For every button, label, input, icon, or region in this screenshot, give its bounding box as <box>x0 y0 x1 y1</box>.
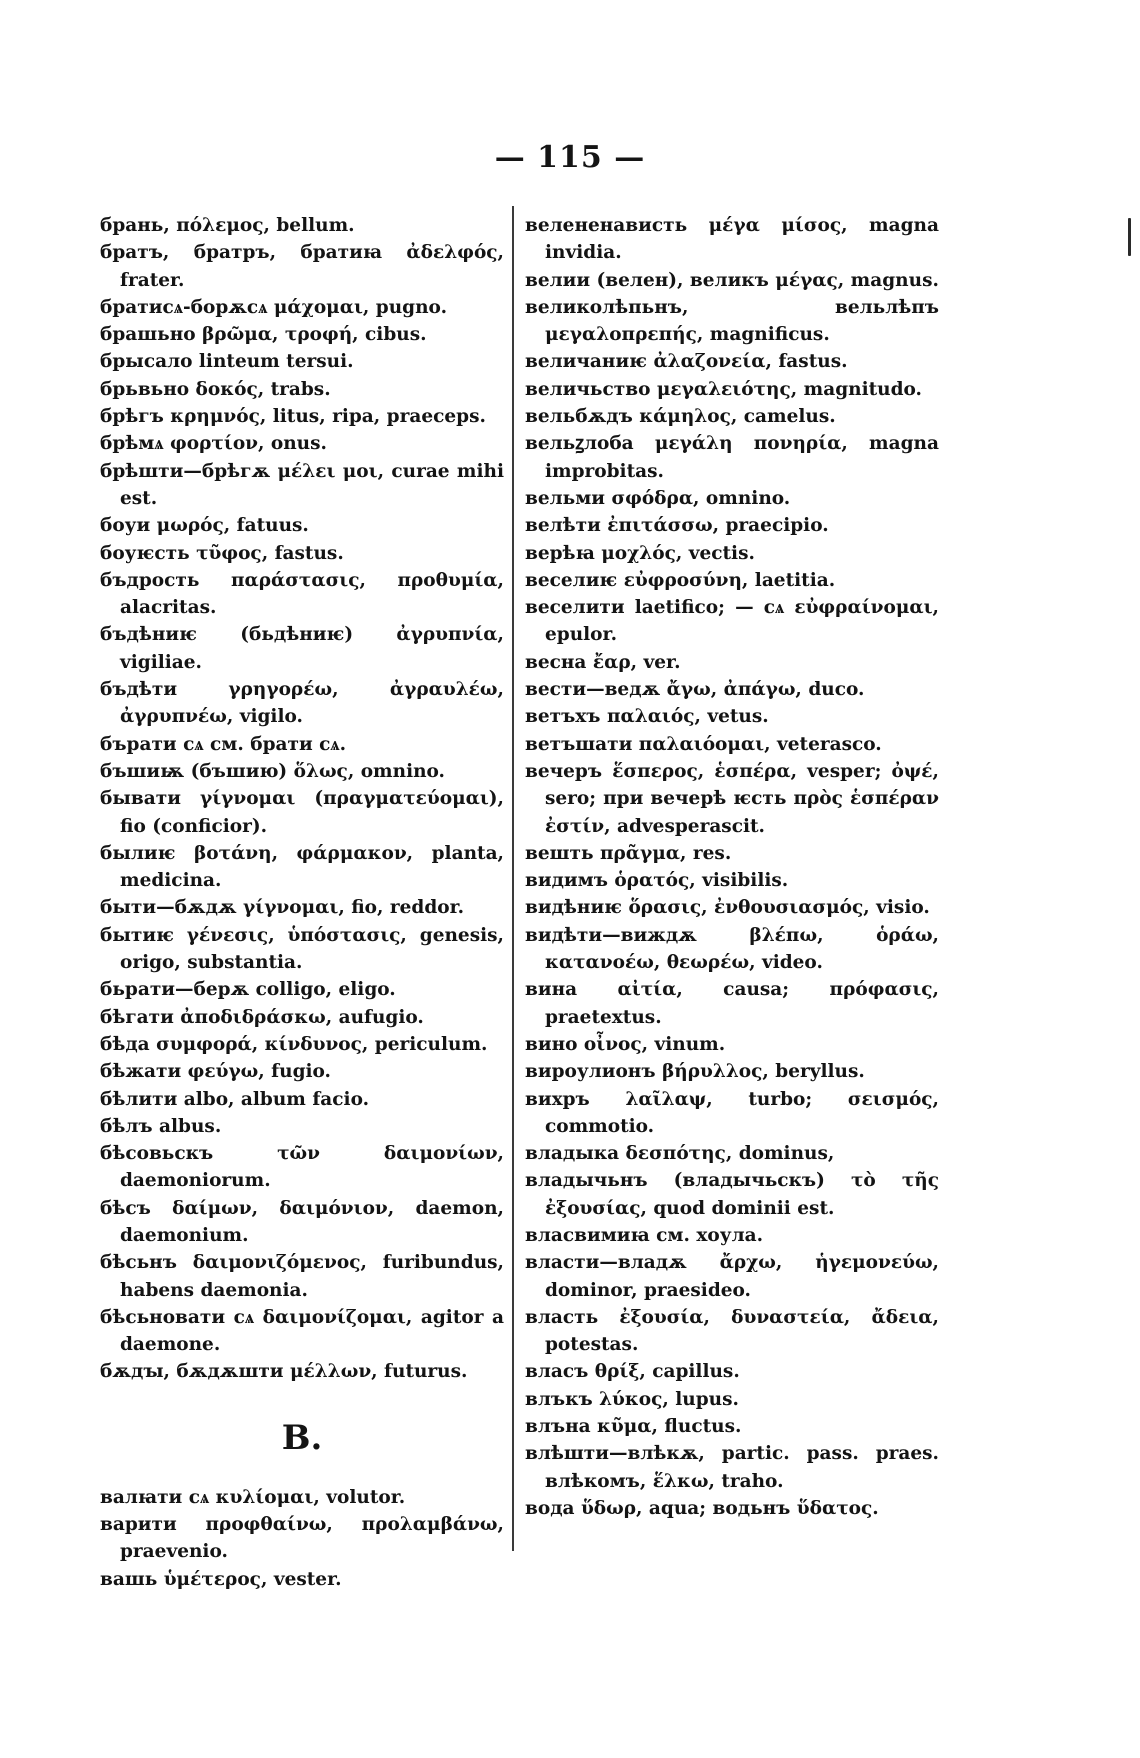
dictionary-entry: бытиѥ γένεσις, ὑπόστασις, genesis, origo, substantia. <box>100 924 504 974</box>
dictionary-entry: валꙗти сѧ κυλίομαι, volutor. <box>100 1486 406 1508</box>
dictionary-entry: веселиѥ εὐφροσύνη, laetitia. <box>525 569 836 591</box>
dictionary-entry: величаниѥ ἀλαζονεία, fastus. <box>525 351 848 373</box>
dictionary-entry: варити προφθαίνω, προλαμβάνω, praevenio. <box>100 1514 504 1563</box>
dictionary-entry: видѣниѥ ὅρασις, ἐνθουσιασμός, visio. <box>525 897 930 919</box>
dictionary-entry: бърати сѧ см. брати сѧ. <box>100 733 347 755</box>
dictionary-entry: бъдѣниѥ (бьдѣниѥ) ἀγρυπνία, vigiliae. <box>100 624 504 673</box>
dictionary-entry: бѣлъ albus. <box>100 1115 222 1137</box>
dictionary-entry: брысало linteum tersui. <box>100 351 354 373</box>
dictionary-entry: влѣшти—влѣкѫ, partic. pass. praes. влѣкомъ, ἕλκω, traho. <box>525 1443 939 1492</box>
dictionary-entry: бѣгати ἀποδιδράσκω, aufugio. <box>100 1006 424 1028</box>
dictionary-entry: весна ἔαρ, ver. <box>525 651 681 673</box>
dictionary-entry: велененависть μέγα μίσος, magna invidia. <box>525 215 939 264</box>
dictionary-entry: бѣда συμφορά, κίνδυνος, periculum. <box>100 1033 488 1055</box>
dictionary-entry: вечеръ ἕσπερος, ἑσπέρα, vesper; ὀψέ, sero; при вечерѣ ѥсть πρὸς ἑσπέραν ἐστίν, advesperascit. <box>525 760 939 837</box>
dictionary-entry: брань, πόλεμος, bellum. <box>100 215 355 236</box>
dictionary-entry: власъ θρίξ, capillus. <box>525 1361 740 1383</box>
column-divider <box>512 206 514 1551</box>
dictionary-entry: бъдѣти γρηγορέω, ἀγραυλέω, ἀγρυπνέω, vigilo. <box>100 679 504 728</box>
dictionary-entry: власть ἐξουσία, δυναστεία, ἄδεια, potestas. <box>525 1306 939 1356</box>
dictionary-entry: вашь ὑμέτερος, vester. <box>100 1568 342 1590</box>
dictionary-entry: верѣꙗ μοχλός, vectis. <box>525 542 755 564</box>
dictionary-entry: влъкъ λύκος, lupus. <box>525 1388 739 1410</box>
dictionary-entry: брѣгъ κρημνός, litus, ripa, praeceps. <box>100 406 486 428</box>
dictionary-entry: бьрати—берѫ colligo, eligo. <box>100 979 396 1001</box>
dictionary-entry: бѫдꙑ, бѫдѫшти μέλλων, futurus. <box>100 1361 468 1383</box>
dictionary-entry: бѣлити albo, album facio. <box>100 1088 370 1110</box>
dictionary-entry: бъшиѭ (бъшию) ὅλως, omnino. <box>100 760 445 782</box>
dictionary-entry: владыка δεσπότης, dominus, <box>525 1143 835 1165</box>
scan-edge-mark <box>1128 218 1131 256</box>
dictionary-entry: братисѧ-борѫсѧ μάχομαι, pugno. <box>100 296 448 318</box>
page-number: — 115 — <box>494 140 646 175</box>
dictionary-entry: вельꙁлоба μεγάλη πονηρία, magna improbitas. <box>525 433 939 482</box>
dictionary-entry: бѣсовьскъ τῶν δαιμονίων, daemoniorum. <box>100 1143 504 1192</box>
dictionary-entry: власвимиꙗ см. хоула. <box>525 1224 764 1246</box>
dictionary-entry: велѣти ἐπιτάσσω, praecipio. <box>525 515 829 537</box>
dictionary-entry: вельми σφόδρα, omnino. <box>525 487 791 509</box>
dictionary-entry: видѣти—виждѫ βλέπω, ὁράω, κατανοέω, θεωρέω, video. <box>525 924 939 974</box>
dictionary-entry: влъна κῦμα, fluctus. <box>525 1416 742 1438</box>
dictionary-entry: бѣсъ δαίμων, δαιμόνιον, daemon, daemonium. <box>100 1197 504 1246</box>
dictionary-entry: вести—ведѫ ἄγω, ἀπάγω, duco. <box>525 679 865 701</box>
dictionary-entry: брьвьно δοκός, trabs. <box>100 378 331 400</box>
dictionary-entry: брѣмѧ φορτίον, onus. <box>100 433 327 455</box>
dictionary-entry: велии (велен), великъ μέγας, magnus. <box>525 269 939 291</box>
dictionary-entry: веселити laetifico; — сѧ εὐφραίνομαι, epulor. <box>525 597 939 646</box>
dictionary-entry: брѣшти—брѣгѫ μέλει μοι, curae mihi est. <box>100 460 504 509</box>
dictionary-entry: бѣжати φεύγω, fugio. <box>100 1061 331 1083</box>
dictionary-entry: брашьно βρῶμα, τροφή, cibus. <box>100 324 427 346</box>
dictionary-entry: бъдрость παράστασις, προθυμία, alacritas. <box>100 569 504 619</box>
dictionary-entry: былиѥ βοτάνη, φάρμακον, planta, medicina. <box>100 842 504 892</box>
dictionary-entry: вино οἶνος, vinum. <box>525 1033 726 1055</box>
dictionary-entry: вихръ λαῖλαψ, turbo; σεισμός, commotio. <box>525 1088 939 1137</box>
dictionary-entry: вешть πρᾶγμα, res. <box>525 842 732 864</box>
dictionary-entry: вода ὕδωρ, aqua; водьнъ ὕδατος. <box>525 1497 879 1519</box>
left-entries-before <box>100 212 504 1386</box>
left-entries-after <box>100 1484 504 1593</box>
section-letter-heading: В. <box>281 1417 323 1458</box>
dictionary-entry: бывати γίγνομαι (πραγματεύομαι), fio (conficior). <box>100 788 504 837</box>
dictionary-entry: братъ, братръ, братиꙗ ἀδελφός, frater. <box>100 242 504 291</box>
dictionary-entry: вельбѫдъ κάμηλος, camelus. <box>525 406 836 428</box>
dictionary-entry: великолѣпьнъ, вельлѣпъ μεγαλοπρεπής, magnificus. <box>525 296 939 346</box>
dictionary-entry: величьство μεγαλειότης, magnitudo. <box>525 378 923 400</box>
dictionary-entry: бѣсьнъ δαιμονιζόμενος, furibundus, habens daemonia. <box>100 1252 504 1301</box>
dictionary-entry: ветъшати παλαιόομαι, veterasco. <box>525 733 882 755</box>
dictionary-entry: власти—владѫ ἄρχω, ἡγεμονεύω, dominor, praesideo. <box>525 1252 939 1301</box>
dictionary-entry: вироулионъ βήρυλλος, beryllus. <box>525 1061 865 1083</box>
dictionary-entry: владычьнъ (владычьскъ) τὸ τῆς ἐξουσίας, quod dominii est. <box>525 1170 939 1219</box>
dictionary-entry: вина αἰτία, causa; πρόφασις, praetextus. <box>525 979 939 1028</box>
dictionary-entry: ветъхъ παλαιός, vetus. <box>525 706 769 728</box>
dictionary-entry: бѣсьновати сѧ δαιμονίζομαι, agitor a daemone. <box>100 1306 504 1356</box>
dictionary-entry: видимъ ὁρατός, visibilis. <box>525 870 789 892</box>
left-column <box>100 212 504 1593</box>
dictionary-entry: боуѥсть τῦφος, fastus. <box>100 542 344 564</box>
right-column <box>525 212 939 1522</box>
dictionary-entry: боуи μωρός, fatuus. <box>100 515 309 537</box>
dictionary-entry: быти—бѫдѫ γίγνομαι, fio, reddor. <box>100 897 465 919</box>
